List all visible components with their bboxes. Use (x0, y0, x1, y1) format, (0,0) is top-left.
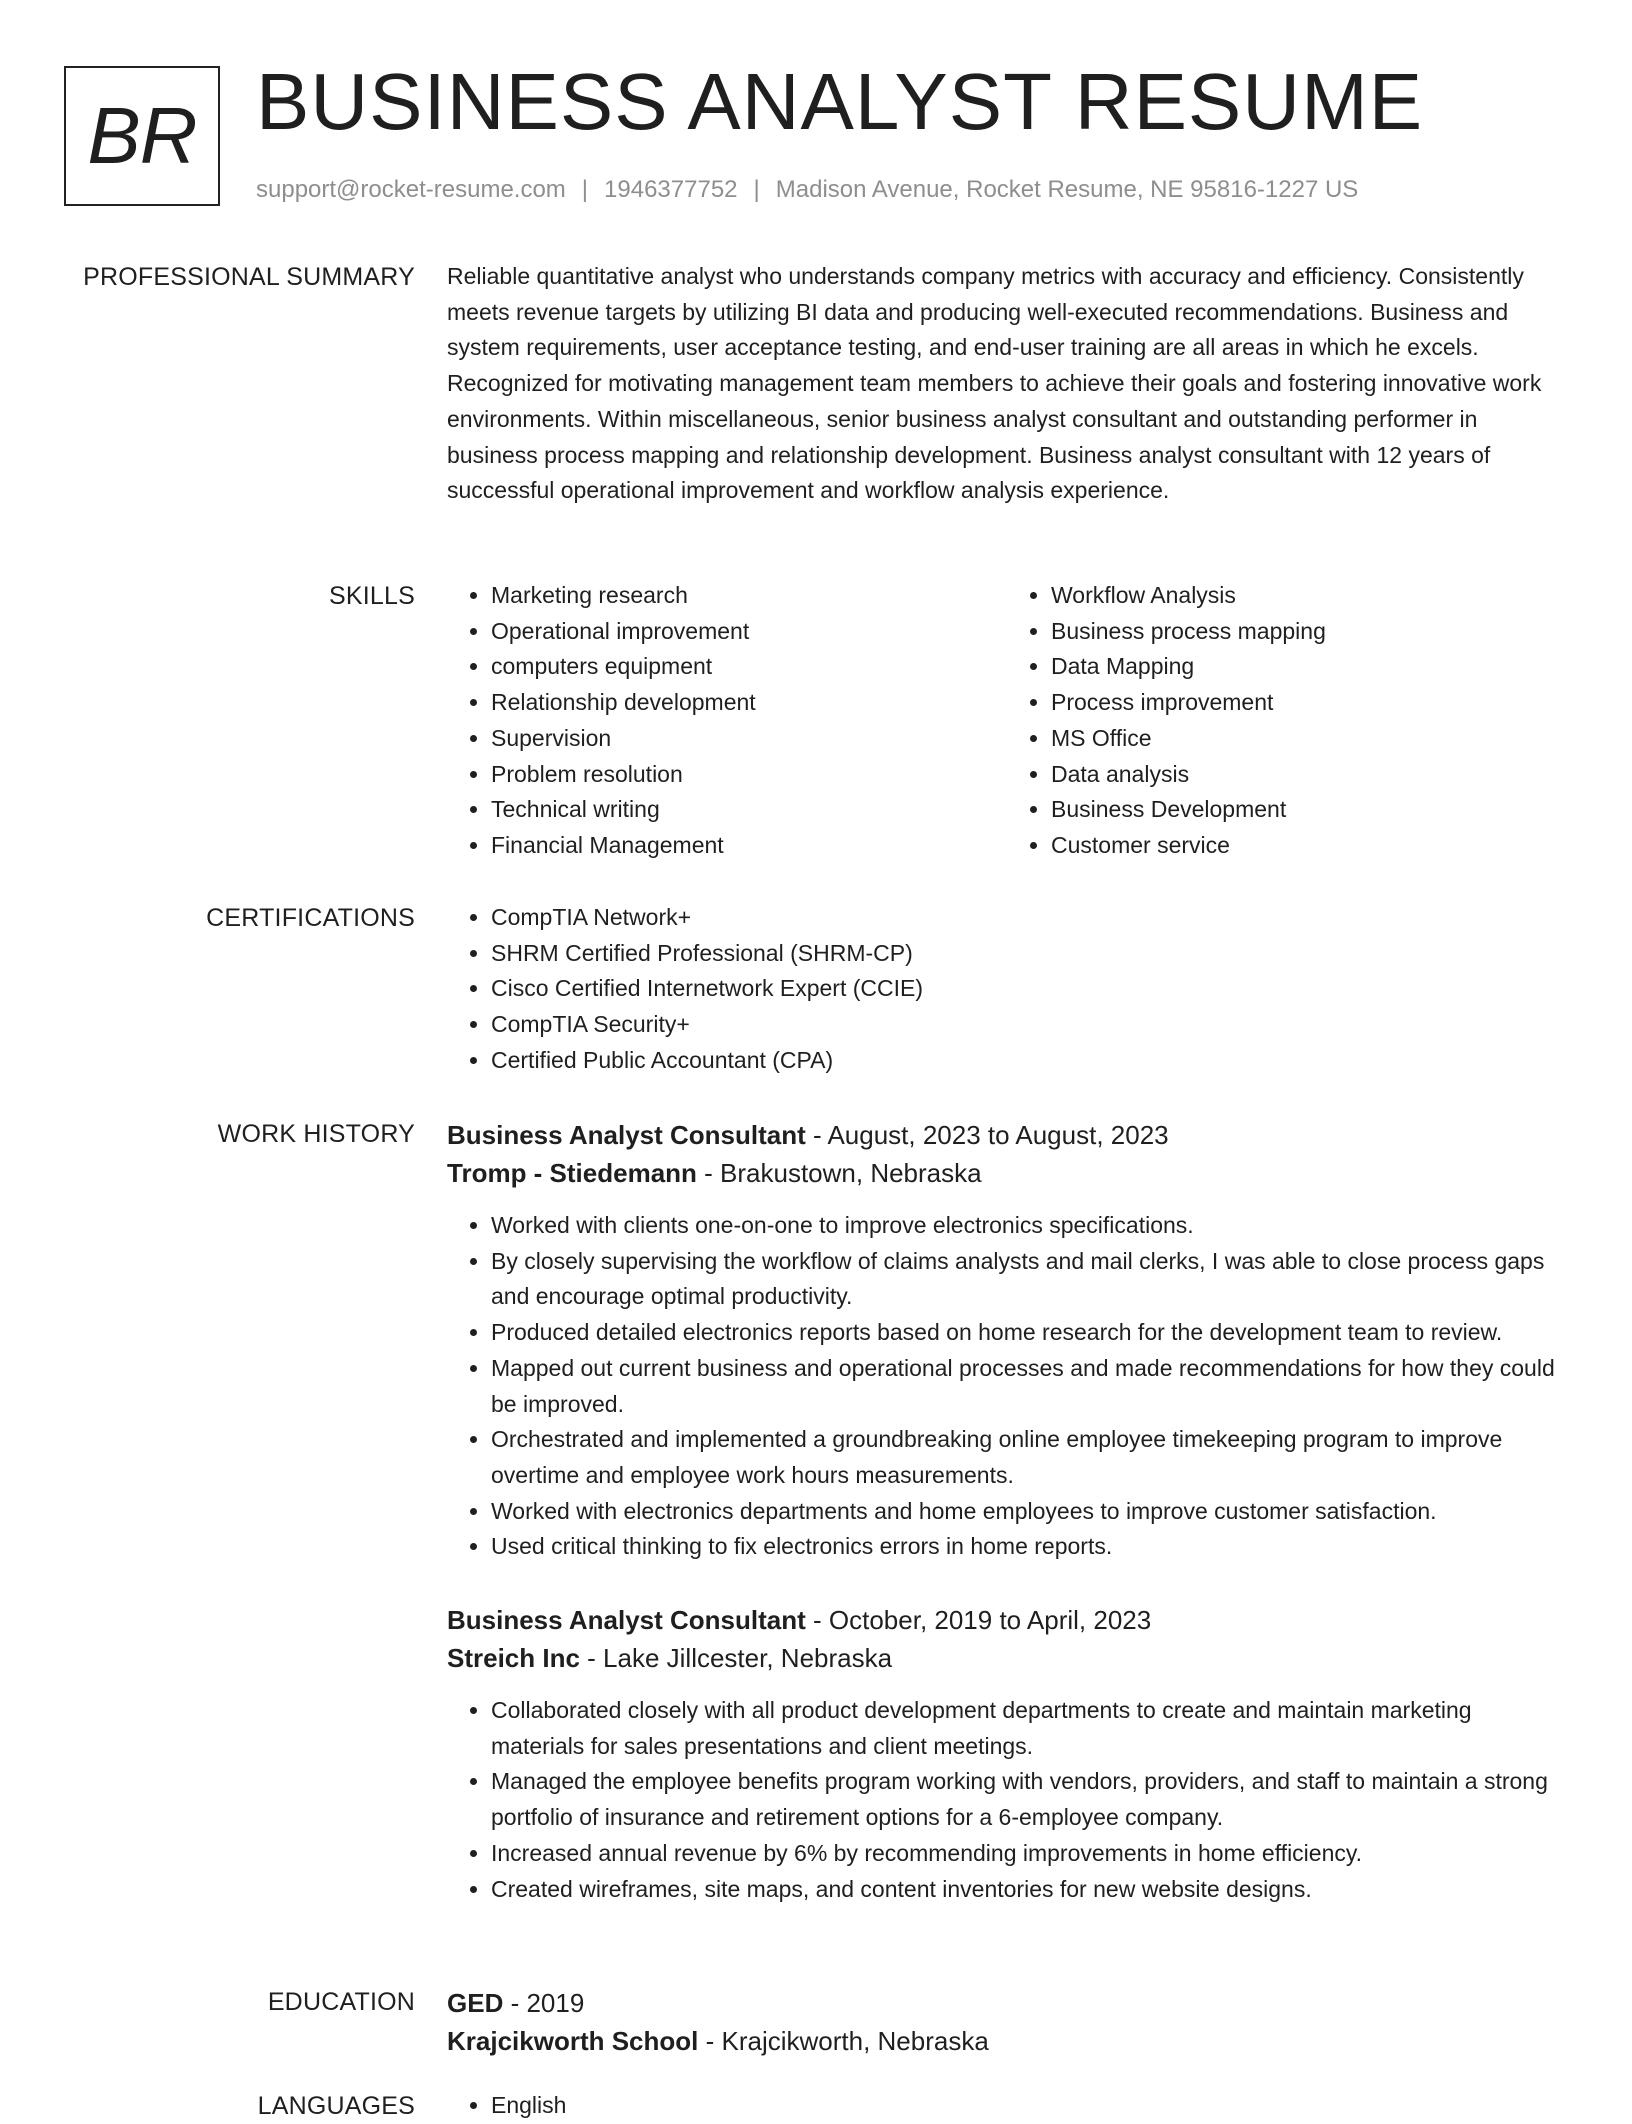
contact-separator: | (753, 176, 760, 203)
list-item: • By closely supervising the workflow of claims analysts and mail clerks, I was able to close process gaps and encourage optimal productivity. (491, 1244, 1567, 1315)
education-year: - 2019 (503, 1988, 585, 2018)
contact-address: Madison Avenue, Rocket Resume, NE 95816-1227 US (775, 176, 1359, 203)
work-history-body (447, 1116, 1567, 1907)
job-company-line (447, 1639, 1567, 1677)
job-bullets (447, 1208, 1567, 1565)
list-item: • Supervision (491, 721, 1007, 757)
monogram-initials: BR (64, 66, 220, 206)
education-body (447, 1984, 1567, 2060)
list-item: • Cisco Certified Internetwork Expert (CCIE) (491, 971, 1567, 1007)
education-school: Krajcikworth School (447, 2026, 699, 2056)
list-item: • Worked with electronics departments and home employees to improve customer satisfaction. (491, 1494, 1567, 1530)
section-label-certifications: CERTIFICATIONS (206, 904, 415, 932)
list-item: • Increased annual revenue by 6% by recommending improvements in home efficiency. (491, 1836, 1567, 1872)
list-item: • Worked with clients one-on-one to improve electronics specifications. (491, 1208, 1567, 1244)
education-degree-line (447, 1984, 1567, 2022)
job-location: - Lake Jillcester, Nebraska (579, 1643, 893, 1674)
page-title: BUSINESS ANALYST RESUME (256, 57, 1424, 146)
list-item: • Data Mapping (1051, 649, 1567, 685)
list-item: • Process improvement (1051, 685, 1567, 721)
job-entry (447, 1116, 1567, 1565)
list-item: • Financial Management (491, 828, 1007, 864)
job-title-line (447, 1116, 1567, 1154)
list-item: • Operational improvement (491, 614, 1007, 650)
list-item: • SHRM Certified Professional (SHRM-CP) (491, 936, 1567, 972)
summary-text: Reliable quantitative analyst who understands company metrics with accuracy and efficiency. Consistently meets revenue targets by utilizing BI data and producing well-executed recommendations. Business and system requirements, user acceptance testing, and end-user training are all areas in which he excels. Recognized for motivating management team members to achieve their goals and fostering innovative work environments. Within miscellaneous, senior business analyst consultant and outstanding performer in business process mapping and relationship development. Business analyst consultant with 12 years of successful operational improvement and workflow analysis experience. (447, 263, 1542, 504)
list-item: • CompTIA Security+ (491, 1007, 1567, 1043)
section-label-education: EDUCATION (267, 1988, 415, 2016)
list-item: • computers equipment (491, 649, 1007, 685)
list-item: • Data analysis (1051, 757, 1567, 793)
skills-columns (447, 578, 1567, 864)
section-label-work-history: WORK HISTORY (217, 1120, 415, 1148)
certifications-body (447, 900, 1567, 1079)
job-dates: - August, 2023 to August, 2023 (805, 1120, 1169, 1150)
list-item: • CompTIA Network+ (491, 900, 1567, 936)
list-item: • Workflow Analysis (1051, 578, 1567, 614)
list-item: • Marketing research (491, 578, 1007, 614)
list-item: • Business Development (1051, 792, 1567, 828)
list-item: • Mapped out current business and operational processes and made recommendations for how they could be improved. (491, 1351, 1567, 1422)
job-location: - Brakustown, Nebraska (696, 1158, 982, 1188)
list-item: • Managed the employee benefits program working with vendors, providers, and staff to maintain a strong portfolio of insurance and retirement options for a 6-employee company. (491, 1764, 1567, 1835)
education-school-line (447, 2022, 1567, 2060)
section-label-skills: SKILLS (329, 582, 415, 610)
skills-list-right (1007, 578, 1567, 864)
section-label-summary: PROFESSIONAL SUMMARY (83, 263, 415, 291)
list-item: • Used critical thinking to fix electronics errors in home reports. (491, 1529, 1567, 1565)
list-item: • Customer service (1051, 828, 1567, 864)
job-company-line (447, 1154, 1567, 1192)
list-item: • Created wireframes, site maps, and content inventories for new website designs. (491, 1872, 1567, 1908)
contact-email: support@rocket-resume.com (256, 176, 566, 203)
list-item: • Collaborated closely with all product development departments to create and maintain marketing materials for sales presentations and client meetings. (491, 1693, 1567, 1764)
contact-line (256, 172, 1358, 208)
job-title-line (447, 1601, 1567, 1639)
contact-separator: | (581, 176, 589, 203)
job-company: Streich Inc (447, 1643, 580, 1674)
education-degree: GED (447, 1988, 504, 2018)
list-item: • Certified Public Accountant (CPA) (491, 1043, 1567, 1079)
list-item: • Technical writing (491, 792, 1007, 828)
job-role: Business Analyst Consultant (447, 1605, 806, 1636)
list-item: • Problem resolution (491, 757, 1007, 793)
section-label-languages: LANGUAGES (257, 2092, 415, 2120)
list-item: • Business process mapping (1051, 614, 1567, 650)
languages-body (447, 2088, 1567, 2124)
list-item: • Orchestrated and implemented a groundbreaking online employee timekeeping program to improve overtime and employee work hours measurements. (491, 1422, 1567, 1493)
summary-body (447, 259, 1567, 509)
contact-phone: 1946377752 (604, 176, 738, 203)
languages-list (447, 2088, 1567, 2124)
skills-list-left (447, 578, 1007, 864)
certifications-list (447, 900, 1567, 1079)
list-item: • Produced detailed electronics reports based on home research for the development team to review. (491, 1315, 1567, 1351)
education-location: - Krajcikworth, Nebraska (698, 2026, 989, 2056)
list-item: • MS Office (1051, 721, 1567, 757)
job-entry (447, 1601, 1567, 1907)
job-bullets (447, 1693, 1567, 1907)
list-item: • Relationship development (491, 685, 1007, 721)
job-company: Tromp - Stiedemann (447, 1158, 697, 1188)
job-dates: - October, 2019 to April, 2023 (805, 1605, 1152, 1636)
job-role: Business Analyst Consultant (447, 1120, 806, 1150)
list-item: • English (491, 2088, 1567, 2124)
